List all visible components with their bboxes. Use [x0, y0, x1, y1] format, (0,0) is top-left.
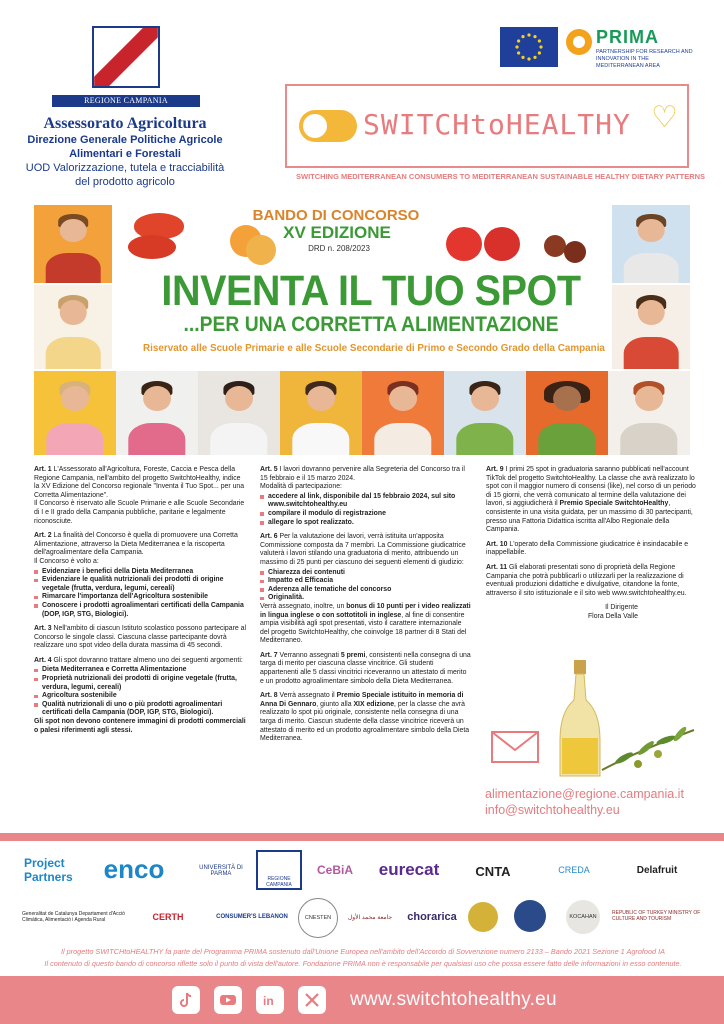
bullet-list: [260, 569, 472, 603]
list-item: Qualità nutrizionali di uno o più prodotti agroalimentari certificati della Campania (DOP, IGP, STG, Biologici).: [34, 701, 246, 718]
photo-boy-smiling: [612, 205, 690, 283]
list-item: Originalità.: [260, 594, 472, 603]
list-item: Evidenziare le qualità nutrizionali dei prodotti di origine vegetale (frutta, verdura, legumi, cereali): [34, 576, 246, 593]
article-text: , consistenti nella consegna di una targa di merito per ciascuna classe vincitrice. Gli studenti appartenenti alle 5 classi vincitrici riceveranno un attestato di merito e un prodotto agroalimentare simbolo della Dieta Mediterranea.: [260, 651, 471, 685]
partner-logo-generalitat: Generalitat de Catalunya Departament d'Acció Climàtica, Alimentació i Agenda Rural: [22, 911, 125, 923]
list-item: Proprietà nutrizionali dei prodotti di origine vegetale (frutta, verdura, legumi, cereali): [34, 675, 246, 692]
article-text-bold: Premio Speciale istituito in memoria di Anna Di Gennaro: [260, 692, 464, 708]
list-item: Dieta Mediterranea e Corretta Alimentazione: [34, 666, 246, 675]
article-label: Art. 5: [260, 466, 278, 473]
article-text-bold: XIX edizione: [353, 700, 395, 708]
uod-text: UOD Valorizzazione, tutela e tracciabilità del prodotto agricolo: [25, 162, 225, 188]
partner-logo-cnta: CNTA: [475, 863, 511, 879]
photo-woman-eating: [116, 371, 198, 455]
article-text-bold: bonus di 10 punti per i video realizzati in lingua inglese o con sottotitoli in inglese: [260, 602, 471, 619]
linkedin-icon[interactable]: [256, 986, 284, 1014]
footer: [0, 976, 724, 1024]
contact-emails: [485, 786, 684, 818]
article-1: [34, 466, 246, 526]
list-item: Chiarezza dei contenuti: [260, 569, 472, 578]
article-label: Art. 7: [260, 651, 278, 659]
article-text: Nell'ambito di ciascun Istituto scolastico possono partecipare al Concorso le singole classi. Ciascuna classe partecipante dovrà realizzare uno spot video della durata massima di 45 secondi.: [34, 625, 246, 650]
olive-oil-bottle-icon: [556, 660, 606, 780]
partner-logo-kocahan: KOCAHAN: [566, 900, 600, 934]
eligibility-line: Riservato alle Scuole Primarie e alle Scuole Secondarie di Primo e Secondo Grado della Campania: [143, 342, 605, 354]
bullet-list: [260, 493, 472, 527]
youtube-icon[interactable]: [214, 986, 242, 1014]
article-text: I lavori dovranno pervenire alla Segreteria del Concorso tra il 15 febbraio e il 15 marzo 2024.: [260, 466, 465, 482]
article-label: Art. 11: [486, 563, 508, 571]
article-6: [260, 533, 472, 646]
svg-text:in: in: [263, 994, 274, 1008]
email-regione[interactable]: alimentazione@regione.campania.it: [485, 787, 684, 801]
article-11: [486, 564, 696, 598]
article-label: Art. 10: [486, 540, 508, 548]
article-text: , per la classe che avrà realizzato lo spot più originale, consistente nella consegna di una targa di merito. Ciascun studente della classe vincitrice riceverà un attestato di merito ed un prodotto agroalimentare simbolo della Dieta Mediterranea.: [260, 700, 470, 743]
partner-logo-chorarica: chorarica: [407, 911, 457, 923]
article-text: Gli spot dovranno trattare almeno uno dei seguenti argomenti:: [53, 656, 243, 664]
partner-logo-certh: CERTH: [152, 912, 184, 922]
x-icon[interactable]: [298, 986, 326, 1014]
regione-campania-crest-icon: [92, 26, 160, 88]
article-label: Art. 1: [34, 466, 52, 473]
article-10: [486, 541, 696, 558]
list-item: Conoscere i prodotti agroalimentari certificati della Campania (DOP, IGP, STG, Biologici).: [34, 602, 246, 619]
bullet-list: [34, 666, 246, 718]
partner-logo-turkey-ministry: REPUBLIC OF TURKEY MINISTRY OF CULTURE AND TOURISM: [612, 910, 701, 922]
header: [0, 0, 724, 200]
partner-logo-ump: جامعة محمد الأول: [347, 914, 393, 921]
list-item: Impatto ed Efficacia: [260, 577, 472, 586]
toggle-switch-icon: [299, 110, 357, 142]
article-2: [34, 532, 246, 619]
article-8: [260, 692, 472, 744]
article-text: L'operato della Commissione giudicatrice è insindacabile e inappellabile.: [486, 540, 689, 557]
list-item: allegare lo spot realizzato.: [260, 519, 472, 528]
article-text: , giunto alla: [316, 700, 354, 708]
article-label: Art. 4: [34, 656, 52, 664]
partner-logo-consumers-lebanon: CONSUMER'S LEBANON: [216, 914, 288, 920]
photo-girl-broccoli: [34, 371, 116, 455]
photo-boy-milk: [280, 371, 362, 455]
article-note: Gli spot non devono contenere immagini di prodotti commerciali o palesi riferimenti agli stessi.: [34, 718, 246, 734]
list-item: accedere al link, disponibile dal 15 febbraio 2024, sul sito www.switchtohealthy.eu: [260, 493, 472, 510]
partner-logo-regione-campania: REGIONE CAMPANIA: [256, 850, 302, 890]
hero-banner: [34, 205, 690, 455]
partners-section: [0, 846, 724, 942]
article-5: [260, 466, 472, 527]
article-9: [486, 466, 696, 535]
partner-logo-creda: CREDA: [558, 865, 590, 875]
column-2: [260, 466, 472, 750]
article-text: I primi 25 spot in graduatoria saranno pubblicati nell'account TikTok del progetto SwitchtoHealthy. La classe che avrà realizzato lo spot con il maggior numero di consensi (like), nel corso di un periodo di 15 giorni, che verrà comunicato al termine della valutazione dei lavori, si aggiudicherà il: [486, 466, 696, 508]
photo-woman-greens: [526, 371, 608, 455]
article-text: Verranno assegnati: [279, 651, 341, 659]
photo-boy-pasta: [612, 285, 690, 369]
partner-logo-parma: UNIVERSITÀ DI PARMA: [199, 865, 243, 877]
partners-label-line: Project: [24, 856, 65, 870]
article-label: Art. 3: [34, 625, 52, 633]
partner-logo-enco: enco: [103, 853, 165, 884]
main-title: INVENTA IL TUO SPOT: [161, 267, 581, 315]
article-text: Il Concorso è volto a:: [34, 557, 99, 565]
article-4: [34, 657, 246, 735]
partners-label-line: Partners: [24, 870, 73, 884]
article-text: Il Concorso è riservato alle Scuole Primarie e alle Scuole Secondarie di I e II grado della Campania pubbliche, paritarie e legalmente riconosciute.: [34, 500, 245, 525]
regione-campania-label: REGIONE CAMPANIA: [52, 95, 200, 107]
partner-seal-icon: [514, 900, 546, 932]
prima-name: PRIMA: [596, 27, 659, 47]
tiktok-icon[interactable]: [172, 986, 200, 1014]
article-7: [260, 652, 472, 686]
direzione-generale: Direzione Generale Politiche Agricole Alimentari e Forestali: [27, 134, 223, 160]
envelope-icon: [490, 730, 540, 764]
bullet-list: [34, 568, 246, 620]
assessorato-title: Assessorato Agricoltura: [43, 115, 207, 132]
article-text: Gli elaborati presentati sono di proprietà della Regione Campania che potrà pubblicarli o utilizzarli per la realizzazione di eventuali produzioni didattiche e divulgative, citandone la fonte, attraverso il sito istituzionale e il sito web www.switchtohealthy.eu.: [486, 563, 687, 597]
project-tagline: SWITCHING MEDITERRANEAN CONSUMERS TO MEDITERRANEAN SUSTAINABLE HEALTHY DIETARY PATTERNS: [296, 172, 706, 181]
partners-divider: [0, 833, 724, 841]
subtitle: ...PER UNA CORRETTA ALIMENTAZIONE: [183, 313, 559, 336]
partner-logo-cnesten: CNESTEN: [298, 898, 338, 938]
article-text: La finalità del Concorso è quella di promuovere una Corretta Alimentazione, attraverso la Dieta Mediterranea e la riscoperta dell'agroalimentare della Campania.: [34, 532, 238, 557]
photo-boy-pizza: [34, 205, 112, 283]
signature-block: [486, 604, 696, 621]
prima-logo: [566, 27, 696, 67]
article-label: Art. 2: [34, 532, 52, 540]
column-1: [34, 466, 246, 741]
article-text-bold: 5 premi: [340, 651, 366, 659]
drd-label: DRD n. 208/2023: [308, 244, 370, 253]
list-item: Evidenziare i benefici della Dieta Mediterranea: [34, 568, 246, 577]
photo-woman-tomato: [362, 371, 444, 455]
prima-sun-icon: [566, 29, 592, 55]
prima-subtitle: PARTNERSHIP FOR RESEARCH AND INNOVATION IN THE MEDITERRANEAN AREA: [596, 49, 693, 69]
article-text: Per la valutazione dei lavori, verrà istituita un'apposita Commissione composta da 7 membri. La Commissione giudicatrice valuterà i lavori stilando una graduatoria di merito, attribuendo un massimo di 25 punti per ciascuno dei seguenti elementi di giudizio:: [260, 533, 466, 566]
column-3: [486, 466, 696, 622]
photo-woman-fruit: [608, 371, 690, 455]
list-item: Aderenza alle tematiche del concorso: [260, 586, 472, 595]
article-text: , al fine di consentire ampia visibilità agli spot presentati, visto il carattere internazionale del progetto SwitchtoHealthy, che coinvolge 18 partner di 8 Stati del Mediterraneo.: [260, 611, 467, 645]
partner-logo-cebia: CeBiA: [316, 863, 353, 877]
switchtohealthy-logo: [285, 84, 689, 168]
article-3: [34, 625, 246, 651]
email-info[interactable]: info@switchtohealthy.eu: [485, 803, 620, 817]
list-item: Agricoltura sostenibile: [34, 692, 246, 701]
article-text: L'Assessorato all'Agricoltura, Foreste, Caccia e Pesca della Regione Campania, nell'ambito del progetto SwitchtoHealthy, indice la XV Edizione del Concorso regionale "Inventa il Tuo Spot... per una Corretta Alimentazione".: [34, 466, 245, 499]
partners-label: [24, 856, 73, 884]
article-label: Art. 6: [260, 533, 278, 541]
footnote-line: Il contenuto di questo bando di concorso riflette solo il punto di vista dell'autore. Fondazione PRIMA non è responsabile per qualsiasi uso che possa essere fatto delle informazioni in esso contenute.: [44, 959, 682, 968]
article-label: Art. 9: [486, 466, 504, 473]
article-text: , consistente in una visita guidata, per un massimo di 30 partecipanti, presso una Fattoria Didattica iscritta all'Albo Regionale della Campania.: [486, 500, 693, 534]
partner-seal-icon: [468, 902, 498, 932]
article-text: Modalità di partecipazione:: [260, 483, 342, 491]
edizione-label: XV EDIZIONE: [283, 223, 391, 242]
list-item: compilare il modulo di registrazione: [260, 510, 472, 519]
eu-flag-icon: [500, 27, 558, 67]
project-logo-text: SWITCHtoHEALTHY: [363, 108, 631, 141]
signature-name: Flora Della Valle: [587, 612, 638, 620]
funding-footnote: [18, 946, 708, 970]
heart-icon: ♡: [651, 101, 678, 134]
footnote-line: Il progetto SWITCHtoHEALTHY fa parte del Programma PRIMA sostenuto dall'Unione Europea nell'ambito dell'Accordo di Sovvenzione numero 2133 – Bando 2021 Sezione 1 Agrofood IA: [60, 947, 666, 956]
article-text-bold: Premio Speciale SwitchtoHealthy: [559, 500, 669, 508]
article-label: Art. 8: [260, 692, 278, 700]
list-item: Rimarcare l'importanza dell'Agricoltura sostenibile: [34, 593, 246, 602]
website-link[interactable]: www.switchtohealthy.eu: [350, 989, 557, 1010]
olive-branch-icon: [600, 720, 696, 780]
photo-girl-drinking: [34, 285, 112, 369]
signature-role: Il Dirigente: [605, 604, 638, 612]
article-text: Verrà assegnato, inoltre, un: [260, 602, 347, 610]
partner-logo-delafruit: Delafruit: [636, 864, 678, 876]
partner-logo-eurecat: eurecat: [378, 860, 440, 879]
article-text: Verrà assegnato il: [279, 692, 337, 700]
photo-man-bread: [198, 371, 280, 455]
assessorato-block: [20, 114, 230, 189]
photo-girl-vegetables: [444, 371, 526, 455]
bando-label: BANDO DI CONCORSO: [252, 207, 420, 224]
